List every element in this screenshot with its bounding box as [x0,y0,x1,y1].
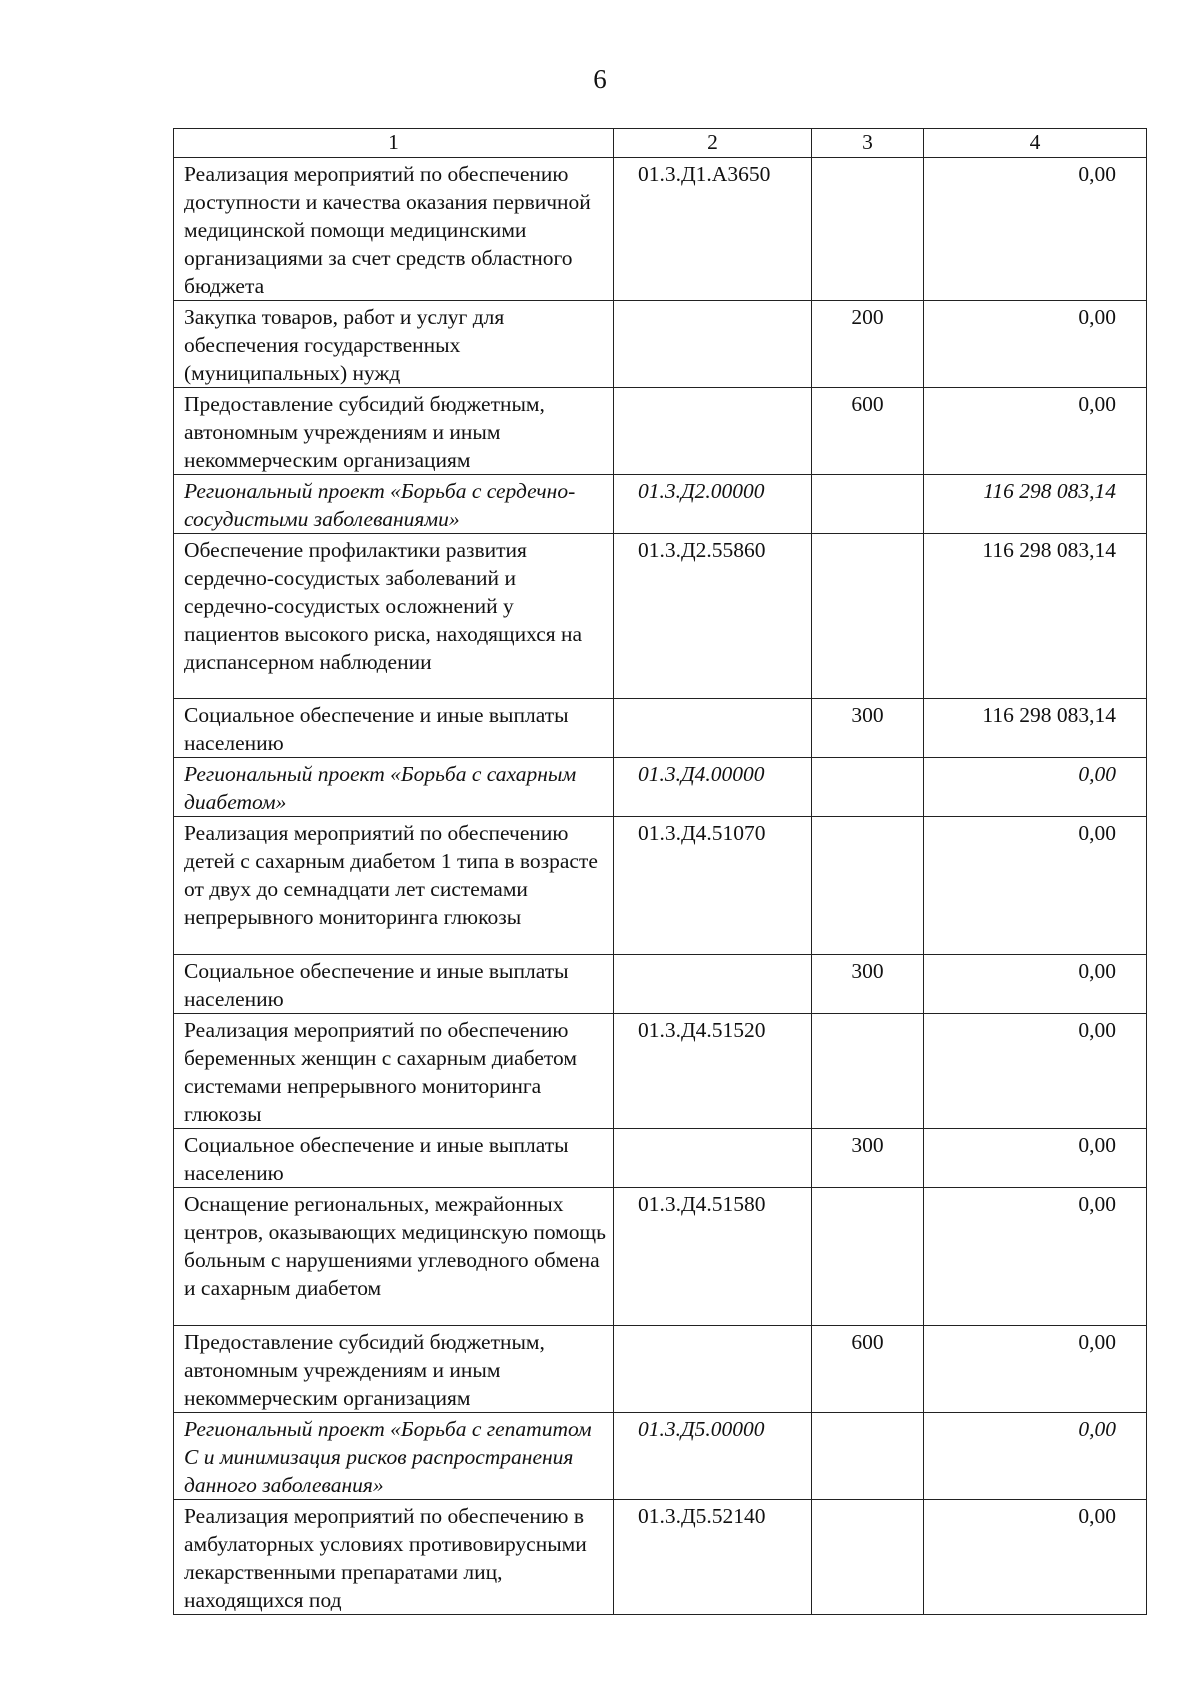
table-row [174,1500,1147,1615]
row-expense-type-cell: 300 [812,699,924,758]
row-expense-type-cell [812,1014,924,1129]
table-row [174,158,1147,301]
row-name-cell: Социальное обеспечение и иные выплаты населению [174,1129,614,1188]
table-row [174,1188,1147,1326]
header-col-3: 3 [812,129,924,158]
table-row [174,817,1147,955]
project-row [174,758,1147,817]
row-expense-type-cell: 600 [812,1326,924,1413]
row-expense-type-cell: 200 [812,301,924,388]
row-name-cell: Региональный проект «Борьба с гепатитом С и минимизация рисков распространения данного заболевания» [174,1413,614,1500]
table-row [174,1326,1147,1413]
project-row [174,475,1147,534]
row-code-cell [614,1326,812,1413]
row-amount-cell: 0,00 [924,758,1147,817]
row-name-cell: Обеспечение профилактики развития сердечно-сосудистых заболеваний и сердечно-сосудистых осложнений у пациентов высокого риска, находящихся на диспансерном наблюдении [174,534,614,699]
budget-table [173,128,1147,1615]
row-expense-type-cell: 300 [812,955,924,1014]
row-name-cell: Социальное обеспечение и иные выплаты населению [174,699,614,758]
row-amount-cell: 0,00 [924,1129,1147,1188]
row-code-cell: 01.3.Д2.00000 [614,475,812,534]
page-number: 6 [593,64,607,94]
row-code-cell: 01.3.Д4.00000 [614,758,812,817]
table-row [174,388,1147,475]
row-amount-cell: 0,00 [924,158,1147,301]
row-name-cell: Закупка товаров, работ и услуг для обеспечения государственных (муниципальных) нужд [174,301,614,388]
row-amount-cell: 0,00 [924,1014,1147,1129]
row-name-cell: Региональный проект «Борьба с сердечно-сосудистыми заболеваниями» [174,475,614,534]
row-amount-cell: 116 298 083,14 [924,699,1147,758]
row-code-cell: 01.3.Д2.55860 [614,534,812,699]
row-name-cell: Оснащение региональных, межрайонных центров, оказывающих медицинскую помощь больным с нарушениями углеводного обмена и сахарным диабетом [174,1188,614,1326]
table-header-row [174,129,1147,158]
row-name-cell: Предоставление субсидий бюджетным, автономным учреждениям и иным некоммерческим организациям [174,1326,614,1413]
row-expense-type-cell: 300 [812,1129,924,1188]
row-expense-type-cell [812,475,924,534]
row-code-cell: 01.3.Д5.52140 [614,1500,812,1615]
header-col-4: 4 [924,129,1147,158]
row-amount-cell: 0,00 [924,1188,1147,1326]
table-row [174,1129,1147,1188]
row-amount-cell: 0,00 [924,1500,1147,1615]
row-expense-type-cell: 600 [812,388,924,475]
row-code-cell [614,301,812,388]
row-expense-type-cell [812,758,924,817]
row-code-cell: 01.3.Д1.А3650 [614,158,812,301]
table-row [174,699,1147,758]
row-amount-cell: 0,00 [924,388,1147,475]
row-amount-cell: 0,00 [924,1326,1147,1413]
row-name-cell: Социальное обеспечение и иные выплаты населению [174,955,614,1014]
row-expense-type-cell [812,817,924,955]
row-code-cell [614,699,812,758]
row-expense-type-cell [812,1500,924,1615]
row-code-cell: 01.3.Д4.51070 [614,817,812,955]
row-code-cell [614,388,812,475]
row-code-cell: 01.3.Д4.51520 [614,1014,812,1129]
row-code-cell [614,1129,812,1188]
row-expense-type-cell [812,1413,924,1500]
table-row [174,301,1147,388]
table-row [174,534,1147,699]
row-name-cell: Реализация мероприятий по обеспечению доступности и качества оказания первичной медицинской помощи медицинскими организациями за счет средств областного бюджета [174,158,614,301]
row-expense-type-cell [812,534,924,699]
header-col-2: 2 [614,129,812,158]
row-name-cell: Реализация мероприятий по обеспечению в амбулаторных условиях противовирусными лекарственными препаратами лиц, находящихся под [174,1500,614,1615]
row-amount-cell: 0,00 [924,1413,1147,1500]
row-amount-cell: 116 298 083,14 [924,475,1147,534]
row-name-cell: Реализация мероприятий по обеспечению беременных женщин с сахарным диабетом системами непрерывного мониторинга глюкозы [174,1014,614,1129]
row-name-cell: Региональный проект «Борьба с сахарным диабетом» [174,758,614,817]
row-amount-cell: 0,00 [924,955,1147,1014]
project-row [174,1413,1147,1500]
row-expense-type-cell [812,1188,924,1326]
header-col-1: 1 [174,129,614,158]
table-row [174,1014,1147,1129]
row-amount-cell: 0,00 [924,817,1147,955]
row-name-cell: Реализация мероприятий по обеспечению детей с сахарным диабетом 1 типа в возрасте от двух до семнадцати лет системами непрерывного мониторинга глюкозы [174,817,614,955]
row-expense-type-cell [812,158,924,301]
row-amount-cell: 116 298 083,14 [924,534,1147,699]
row-amount-cell: 0,00 [924,301,1147,388]
row-code-cell: 01.3.Д5.00000 [614,1413,812,1500]
row-name-cell: Предоставление субсидий бюджетным, автономным учреждениям и иным некоммерческим организациям [174,388,614,475]
row-code-cell [614,955,812,1014]
row-code-cell: 01.3.Д4.51580 [614,1188,812,1326]
table-row [174,955,1147,1014]
